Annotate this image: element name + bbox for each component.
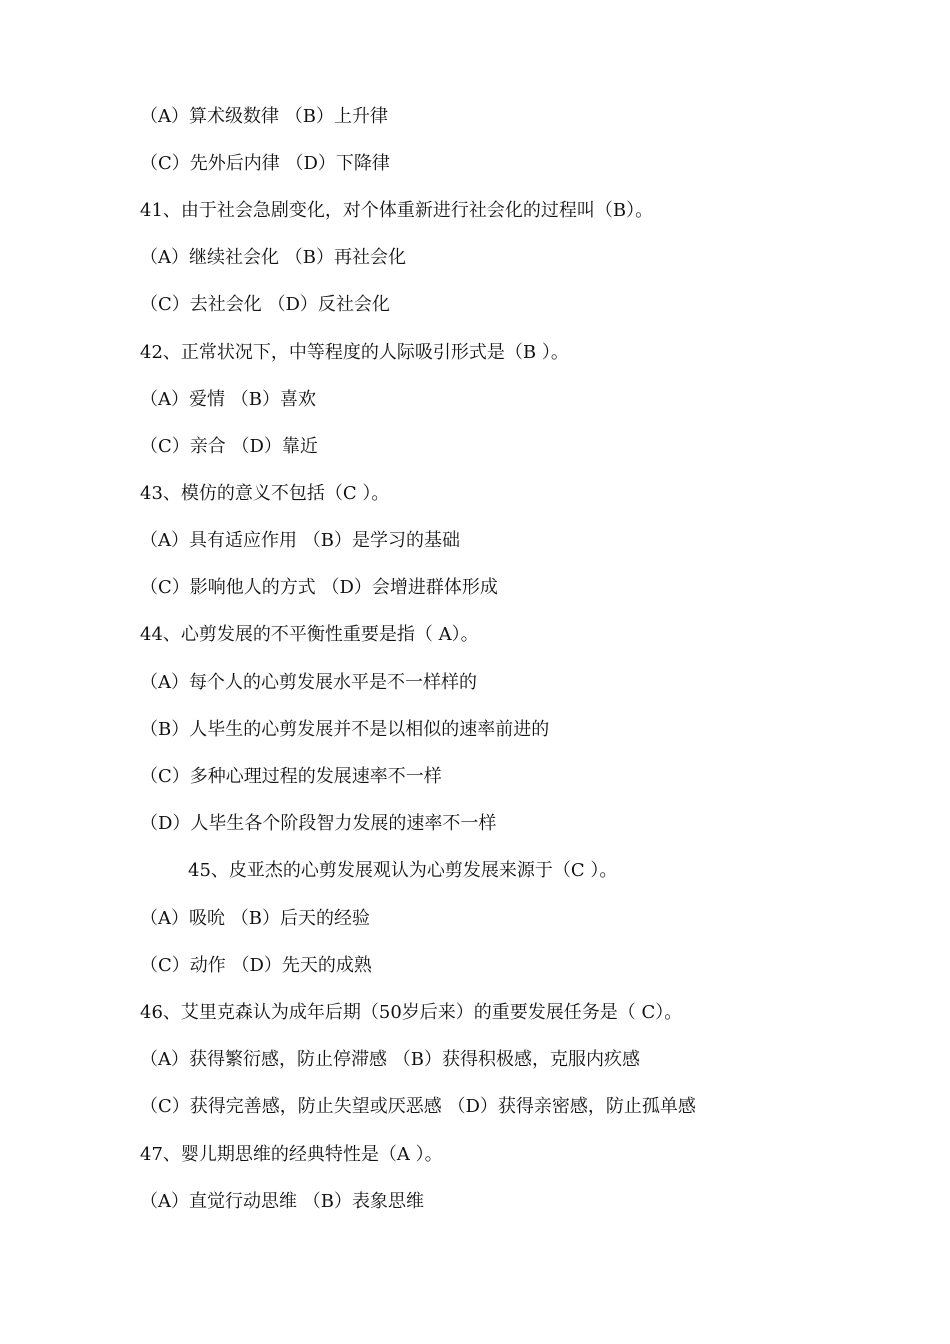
option-line-41cd: （C）去社会化 （D）反社会化 xyxy=(140,294,390,315)
question-45: 45、皮亚杰的心剪发展观认为心剪发展来源于（C ）。 xyxy=(188,860,618,881)
option-line-42ab: （A）爱情 （B）喜欢 xyxy=(140,389,316,410)
option-line-41ab: （A）继续社会化 （B）再社会化 xyxy=(140,247,406,268)
option-44a: （A）每个人的心剪发展水平是不一样样的 xyxy=(140,672,477,693)
option-line-45cd: （C）动作 （D）先天的成熟 xyxy=(140,955,372,976)
question-42: 42、正常状况下，中等程度的人际吸引形式是（B ）。 xyxy=(140,342,569,363)
option-line-40ab: （A）算术级数律 （B）上升律 xyxy=(140,106,388,127)
option-line-43ab: （A）具有适应作用 （B）是学习的基础 xyxy=(140,530,460,551)
option-line-46cd: （C）获得完善感，防止失望或厌恶感 （D）获得亲密感，防止孤单感 xyxy=(140,1096,696,1117)
question-41: 41、由于社会急剧变化，对个体重新进行社会化的过程叫（B）。 xyxy=(140,200,654,221)
option-44d: （D）人毕生各个阶段智力发展的速率不一样 xyxy=(140,813,497,834)
option-44c: （C）多种心理过程的发展速率不一样 xyxy=(140,766,442,787)
question-43: 43、模仿的意义不包括（C ）。 xyxy=(140,483,390,504)
option-line-40cd: （C）先外后内律 （D）下降律 xyxy=(140,153,390,174)
option-line-47ab: （A）直觉行动思维 （B）表象思维 xyxy=(140,1191,424,1212)
option-line-43cd: （C）影响他人的方式 （D）会增进群体形成 xyxy=(140,577,498,598)
question-44: 44、心剪发展的不平衡性重要是指（ A）。 xyxy=(140,624,479,645)
option-line-46ab: （A）获得繁衍感，防止停滞感 （B）获得积极感，克服内疚感 xyxy=(140,1049,640,1070)
option-line-45ab: （A）吸吮 （B）后天的经验 xyxy=(140,908,370,929)
option-44b: （B）人毕生的心剪发展并不是以相似的速率前进的 xyxy=(140,719,550,740)
question-47: 47、婴儿期思维的经典特性是（A ）。 xyxy=(140,1144,443,1165)
question-46: 46、艾里克森认为成年后期（50岁后来）的重要发展任务是（ C）。 xyxy=(140,1002,683,1023)
option-line-42cd: （C）亲合 （D）靠近 xyxy=(140,436,318,457)
